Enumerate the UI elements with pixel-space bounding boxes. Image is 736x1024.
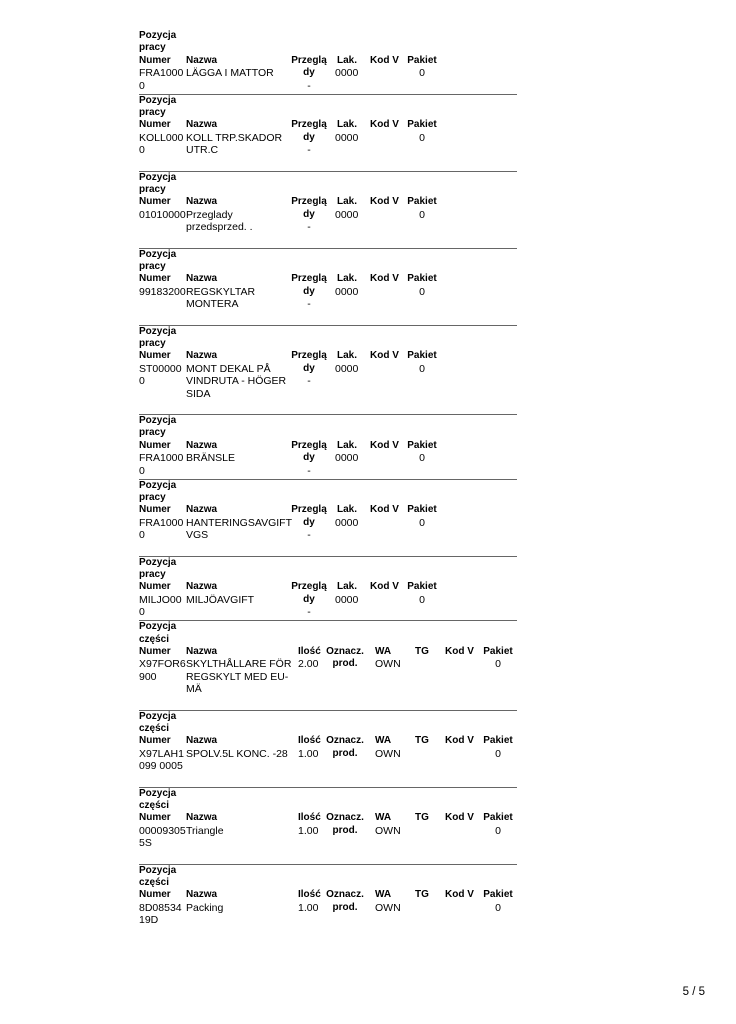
item-package: 0 bbox=[495, 658, 501, 671]
item-review: - bbox=[307, 606, 311, 619]
item-package: 0 bbox=[419, 131, 425, 144]
item-qty: 2.00 bbox=[298, 658, 319, 671]
item-name: SKYLTHÅLLARE FÖR REGSKYLT MED EU- MÄ bbox=[186, 658, 292, 696]
number-header: Numer bbox=[139, 581, 171, 593]
work-item-block bbox=[139, 30, 517, 95]
page-number: 5 / 5 bbox=[682, 986, 705, 998]
part-item-block bbox=[139, 788, 517, 865]
section-label: Pozycja pracy bbox=[139, 30, 177, 54]
item-number: FRA1000 0 bbox=[139, 67, 184, 92]
name-header: Nazwa bbox=[186, 889, 218, 901]
prod-mark-header: Oznacz. prod. bbox=[326, 889, 364, 913]
review-header: Przeglą dy bbox=[291, 54, 327, 79]
item-lak: 0000 bbox=[335, 362, 359, 375]
item-review: - bbox=[307, 144, 311, 157]
work-item-block bbox=[139, 326, 517, 415]
number-header: Numer bbox=[139, 889, 171, 901]
number-header: Numer bbox=[139, 54, 171, 66]
qty-header: Ilość bbox=[298, 889, 321, 901]
item-number: X97LAH1 099 0005 bbox=[139, 747, 184, 773]
number-header: Numer bbox=[139, 119, 171, 131]
item-package: 0 bbox=[419, 362, 425, 375]
lak-header: Lak. bbox=[336, 439, 357, 451]
name-header: Nazwa bbox=[186, 439, 218, 451]
name-header: Nazwa bbox=[186, 735, 218, 747]
item-lak: 0000 bbox=[335, 452, 359, 465]
package-header: Pakiet bbox=[407, 439, 437, 451]
part-item-block bbox=[139, 711, 517, 788]
item-wa: OWN bbox=[375, 658, 401, 671]
code-v-header: Kod V bbox=[370, 119, 399, 131]
review-header: Przeglą dy bbox=[291, 196, 327, 220]
section-label: Pozycja pracy bbox=[139, 171, 177, 195]
review-header: Przeglą dy bbox=[291, 119, 327, 143]
item-review: - bbox=[307, 79, 311, 92]
lak-header: Lak. bbox=[336, 350, 357, 362]
number-header: Numer bbox=[139, 350, 171, 362]
name-header: Nazwa bbox=[186, 645, 218, 657]
item-package: 0 bbox=[419, 593, 425, 606]
item-qty: 1.00 bbox=[298, 901, 319, 914]
item-name: Packing bbox=[186, 901, 224, 914]
review-header: Przeglą dy bbox=[291, 581, 327, 605]
item-number: FRA1000 0 bbox=[139, 516, 184, 542]
wa-header: WA bbox=[375, 735, 392, 747]
prod-mark-header: Oznacz. prod. bbox=[326, 735, 364, 759]
code-v-header: Kod V bbox=[445, 645, 474, 657]
qty-header: Ilość bbox=[298, 645, 321, 657]
section-label: Pozycja części bbox=[139, 621, 177, 645]
section-label: Pozycja pracy bbox=[139, 556, 177, 580]
item-lak: 0000 bbox=[335, 67, 359, 80]
code-v-header: Kod V bbox=[445, 735, 474, 747]
code-v-header: Kod V bbox=[370, 54, 399, 66]
section-label: Pozycja pracy bbox=[139, 94, 177, 118]
code-v-header: Kod V bbox=[370, 350, 399, 362]
item-number: KOLL000 0 bbox=[139, 131, 184, 157]
work-item-block bbox=[139, 249, 517, 326]
item-lak: 0000 bbox=[335, 131, 359, 144]
item-package: 0 bbox=[495, 747, 501, 760]
name-header: Nazwa bbox=[186, 581, 218, 593]
section-label: Pozycja części bbox=[139, 710, 177, 734]
item-package: 0 bbox=[495, 901, 501, 914]
lak-header: Lak. bbox=[336, 273, 357, 285]
number-header: Numer bbox=[139, 735, 171, 747]
code-v-header: Kod V bbox=[370, 504, 399, 516]
item-wa: OWN bbox=[375, 901, 401, 914]
prod-mark-header: Oznacz. prod. bbox=[326, 812, 364, 836]
qty-header: Ilość bbox=[298, 735, 321, 747]
code-v-header: Kod V bbox=[445, 812, 474, 824]
wa-header: WA bbox=[375, 812, 392, 824]
item-package: 0 bbox=[419, 452, 425, 465]
item-name: MILJÖAVGIFT bbox=[186, 593, 255, 606]
tg-header: TG bbox=[415, 889, 429, 901]
item-package: 0 bbox=[419, 208, 425, 221]
work-item-block bbox=[139, 415, 517, 480]
work-item-block bbox=[139, 480, 517, 557]
name-header: Nazwa bbox=[186, 119, 218, 131]
item-name: BRÄNSLE bbox=[186, 452, 236, 465]
lak-header: Lak. bbox=[336, 54, 357, 66]
item-qty: 1.00 bbox=[298, 747, 319, 760]
item-qty: 1.00 bbox=[298, 824, 319, 837]
item-number: 99183200 bbox=[139, 285, 186, 298]
number-header: Numer bbox=[139, 504, 171, 516]
item-review: - bbox=[307, 221, 311, 234]
item-wa: OWN bbox=[375, 824, 401, 837]
number-header: Numer bbox=[139, 439, 171, 451]
part-item-block bbox=[139, 621, 517, 710]
package-header: Pakiet bbox=[407, 196, 437, 208]
section-label: Pozycja pracy bbox=[139, 325, 177, 349]
number-header: Numer bbox=[139, 812, 171, 824]
item-number: 8D08534 19D bbox=[139, 901, 182, 927]
item-name: SPOLV.5L KONC. -28 bbox=[186, 747, 288, 760]
item-number: X97FOR6 900 bbox=[139, 658, 186, 683]
section-label: Pozycja części bbox=[139, 787, 177, 811]
item-review: - bbox=[307, 464, 311, 477]
item-number: FRA1000 0 bbox=[139, 452, 184, 477]
wa-header: WA bbox=[375, 645, 392, 657]
work-item-block bbox=[139, 557, 517, 622]
item-name: REGSKYLTAR MONTERA bbox=[186, 285, 256, 311]
item-number: MILJO00 0 bbox=[139, 593, 182, 619]
section-label: Pozycja części bbox=[139, 864, 177, 888]
item-name: MONT DEKAL PÅ VINDRUTA - HÖGER SIDA bbox=[186, 362, 287, 400]
review-header: Przeglą dy bbox=[291, 439, 327, 464]
item-name: LÄGGA I MATTOR bbox=[186, 67, 274, 80]
item-package: 0 bbox=[495, 824, 501, 837]
name-header: Nazwa bbox=[186, 54, 218, 66]
item-name: KOLL TRP.SKADOR UTR.C bbox=[186, 131, 283, 157]
item-lak: 0000 bbox=[335, 285, 359, 298]
item-package: 0 bbox=[419, 67, 425, 80]
name-header: Nazwa bbox=[186, 273, 218, 285]
package-header: Pakiet bbox=[483, 645, 513, 657]
name-header: Nazwa bbox=[186, 504, 218, 516]
item-name: Przeglady przedsprzed. . bbox=[186, 208, 253, 234]
tg-header: TG bbox=[415, 645, 429, 657]
lak-header: Lak. bbox=[336, 504, 357, 516]
number-header: Numer bbox=[139, 273, 171, 285]
name-header: Nazwa bbox=[186, 350, 218, 362]
section-label: Pozycja pracy bbox=[139, 248, 177, 272]
code-v-header: Kod V bbox=[370, 196, 399, 208]
item-number: ST00000 0 bbox=[139, 362, 182, 388]
section-label: Pozycja pracy bbox=[139, 479, 177, 503]
item-package: 0 bbox=[419, 516, 425, 529]
item-name: Triangle bbox=[186, 824, 224, 837]
section-label: Pozycja pracy bbox=[139, 414, 177, 439]
review-header: Przeglą dy bbox=[291, 273, 327, 297]
package-header: Pakiet bbox=[483, 889, 513, 901]
number-header: Numer bbox=[139, 196, 171, 208]
package-header: Pakiet bbox=[407, 119, 437, 131]
tg-header: TG bbox=[415, 735, 429, 747]
package-header: Pakiet bbox=[407, 504, 437, 516]
item-lak: 0000 bbox=[335, 208, 359, 221]
name-header: Nazwa bbox=[186, 812, 218, 824]
work-item-block bbox=[139, 172, 517, 249]
package-header: Pakiet bbox=[407, 350, 437, 362]
code-v-header: Kod V bbox=[370, 581, 399, 593]
tg-header: TG bbox=[415, 812, 429, 824]
item-package: 0 bbox=[419, 285, 425, 298]
qty-header: Ilość bbox=[298, 812, 321, 824]
prod-mark-header: Oznacz. prod. bbox=[326, 645, 364, 670]
item-review: - bbox=[307, 375, 311, 388]
part-item-block bbox=[139, 865, 517, 941]
package-header: Pakiet bbox=[483, 812, 513, 824]
code-v-header: Kod V bbox=[445, 889, 474, 901]
code-v-header: Kod V bbox=[370, 273, 399, 285]
items-list bbox=[139, 30, 517, 941]
package-header: Pakiet bbox=[407, 54, 437, 66]
name-header: Nazwa bbox=[186, 196, 218, 208]
number-header: Numer bbox=[139, 645, 171, 657]
package-header: Pakiet bbox=[407, 581, 437, 593]
package-header: Pakiet bbox=[483, 735, 513, 747]
review-header: Przeglą dy bbox=[291, 350, 327, 374]
review-header: Przeglą dy bbox=[291, 504, 327, 528]
item-review: - bbox=[307, 529, 311, 542]
item-number: 00009305 5S bbox=[139, 824, 186, 850]
item-wa: OWN bbox=[375, 747, 401, 760]
work-item-block bbox=[139, 95, 517, 172]
code-v-header: Kod V bbox=[370, 439, 399, 451]
wa-header: WA bbox=[375, 889, 392, 901]
item-lak: 0000 bbox=[335, 516, 359, 529]
package-header: Pakiet bbox=[407, 273, 437, 285]
item-review: - bbox=[307, 298, 311, 311]
item-name: HANTERINGSAVGIFT VGS bbox=[186, 516, 292, 542]
lak-header: Lak. bbox=[336, 581, 357, 593]
lak-header: Lak. bbox=[336, 119, 357, 131]
lak-header: Lak. bbox=[336, 196, 357, 208]
item-number: 01010000 bbox=[139, 208, 186, 221]
item-lak: 0000 bbox=[335, 593, 359, 606]
